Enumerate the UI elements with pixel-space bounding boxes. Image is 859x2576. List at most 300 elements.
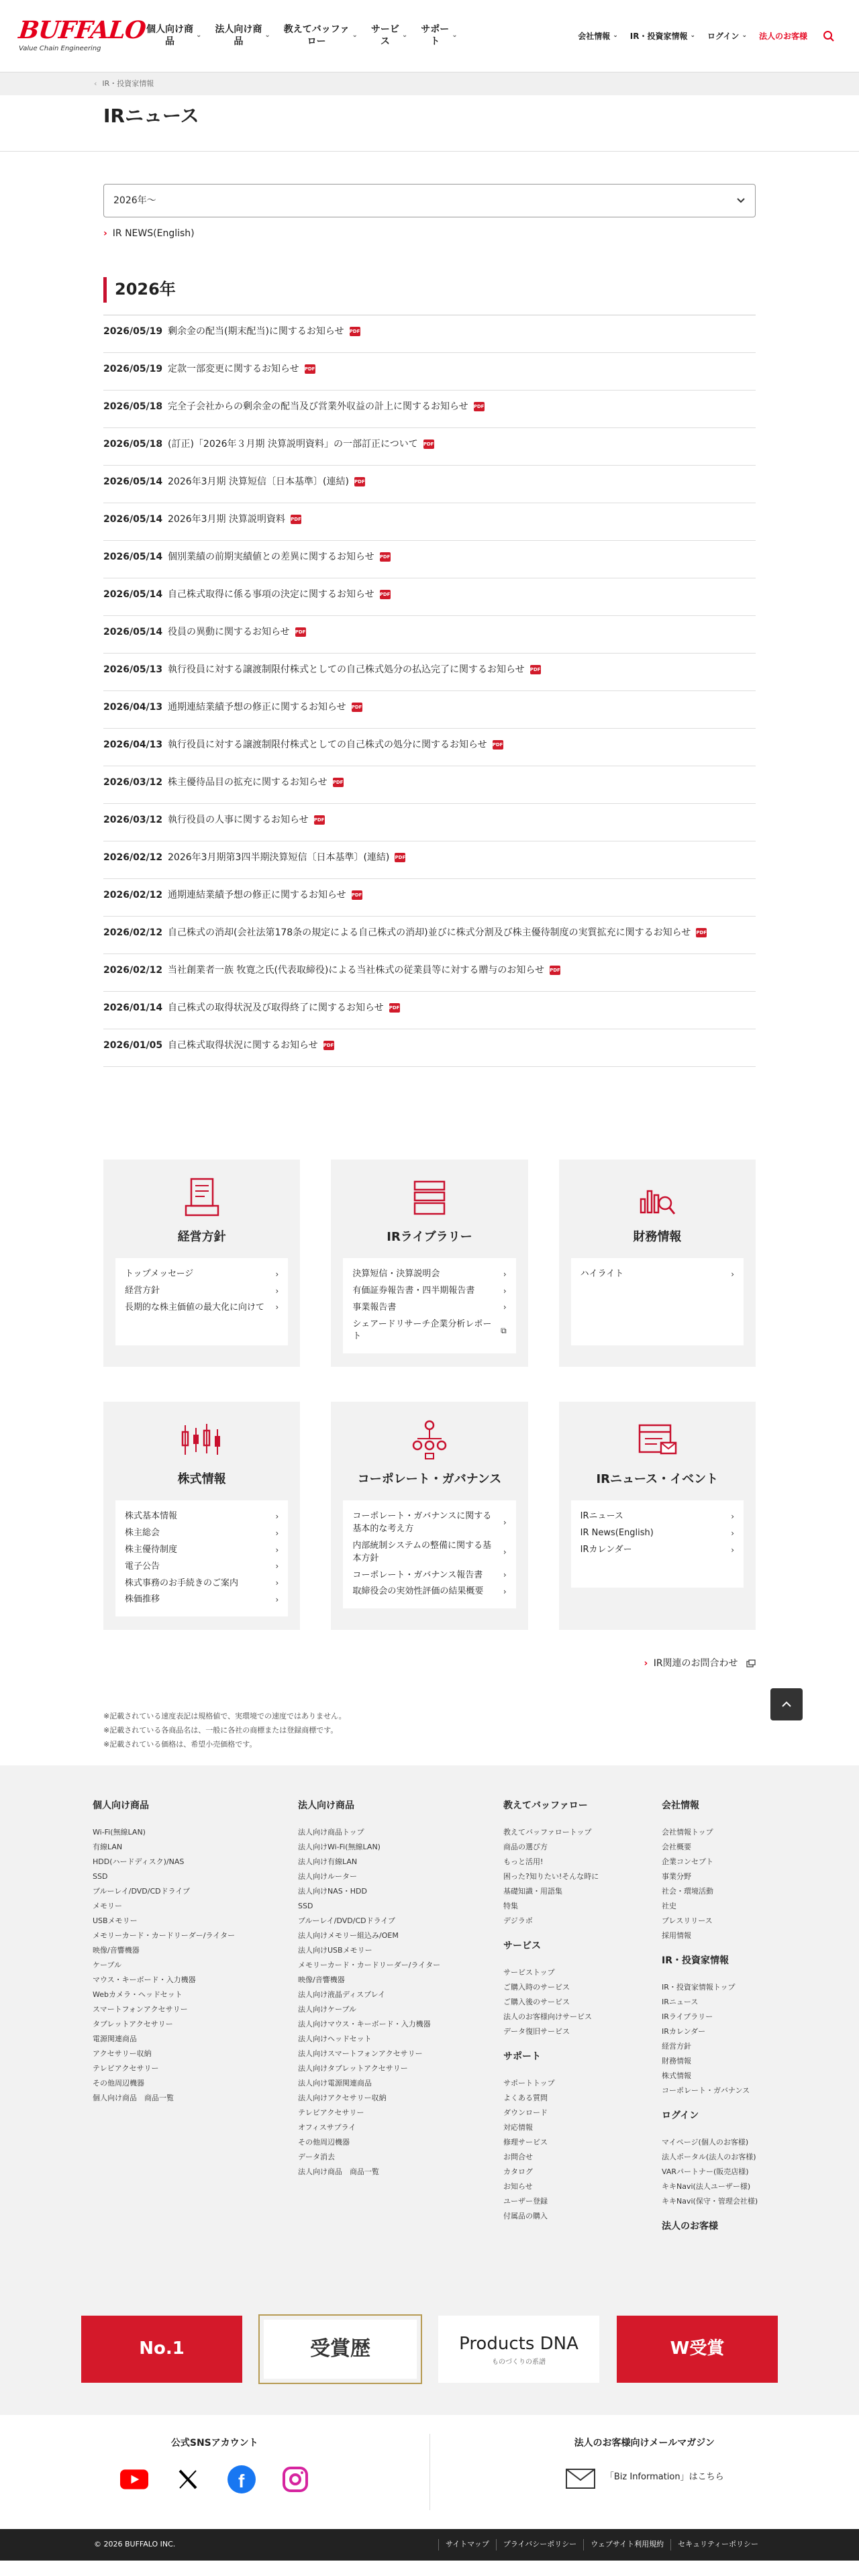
pdf-icon: PDF — [493, 740, 503, 750]
pdf-icon: PDF — [696, 928, 707, 937]
card-link-label: 取締役会の実効性評価の結果概要 — [352, 1586, 484, 1597]
chevron-right-icon: › — [503, 1302, 507, 1312]
news-item[interactable] — [103, 879, 756, 917]
news-title — [168, 513, 756, 527]
news-item[interactable] — [103, 804, 756, 841]
footer-link[interactable]: マウス・キーボード・入力機器 — [93, 1975, 196, 1984]
footer-link[interactable]: サービストップ — [503, 1967, 555, 1977]
card-link[interactable] — [125, 1542, 279, 1559]
sns-title: 公式SNSアカウント — [170, 2437, 258, 2449]
chevron-down-icon: ⌄ — [452, 32, 458, 40]
nav-business-products[interactable] — [208, 24, 276, 48]
footer-link[interactable]: 会社情報トップ — [662, 1827, 713, 1837]
card-link[interactable] — [125, 1525, 279, 1542]
footer-heading: 会社情報 — [662, 1800, 699, 1811]
footer-link[interactable]: メモリーカード・カードリーダー/ライター — [298, 1960, 441, 1969]
chevron-right-icon: › — [503, 1286, 507, 1296]
footer-link[interactable]: USBメモリー — [93, 1916, 138, 1925]
footer-link[interactable]: 経営方針 — [662, 2041, 691, 2051]
pdf-icon: PDF — [323, 1041, 334, 1050]
news-item[interactable] — [103, 541, 756, 578]
card-link[interactable] — [352, 1508, 506, 1538]
card-link[interactable] — [352, 1567, 506, 1584]
footer-link[interactable]: データ消去 — [298, 2152, 335, 2161]
card-link[interactable] — [125, 1283, 279, 1300]
news-title — [168, 701, 756, 715]
news-item[interactable] — [103, 654, 756, 691]
footer-link[interactable]: SSD — [298, 1901, 313, 1910]
governance-icon — [343, 1416, 515, 1463]
news-title — [168, 888, 756, 903]
footer-link[interactable]: 法人向けタブレットアクセサリー — [298, 2063, 408, 2073]
news-title-text: 当社創業者一族 牧寛之氏(代表取締役)による当社株式の従業員等に対する贈与のお知らせ — [168, 965, 544, 976]
news-date: 2026/05/18 — [103, 439, 163, 450]
footer-link[interactable]: HDD(ハードディスク)/NAS — [93, 1857, 185, 1866]
pdf-icon: PDF — [305, 364, 315, 374]
card-link-label: 経営方針 — [125, 1285, 160, 1296]
news-date: 2026/01/14 — [103, 1002, 163, 1013]
banner-sub: ものづくりの系譜 — [492, 2358, 546, 2366]
footer-link[interactable]: 映像/音響機器 — [298, 1975, 345, 1984]
footer-link[interactable]: 電源関連商品 — [93, 2034, 137, 2043]
card-link[interactable] — [352, 1538, 506, 1567]
news-title — [168, 1039, 756, 1053]
footer-link[interactable]: 個人向け商品 商品一覧 — [93, 2093, 174, 2102]
ir-menu-card — [559, 1402, 756, 1630]
nav-support[interactable] — [414, 24, 464, 48]
svg-text:f: f — [238, 2470, 245, 2491]
main-nav — [140, 24, 464, 48]
news-date: 2026/05/13 — [103, 664, 163, 675]
footer-link[interactable]: お知らせ — [503, 2181, 533, 2191]
news-title-text: 完全子会社からの剰余金の配当及び営業外収益の計上に関するお知らせ — [168, 401, 468, 412]
footer-link[interactable]: メモリーカード・カードリーダー/ライター — [93, 1930, 236, 1940]
footer-link[interactable]: 法人向けケーブル — [298, 2004, 357, 2014]
main-content — [103, 184, 756, 1671]
nav-oshiete-buffalo[interactable] — [277, 24, 364, 48]
footer-link[interactable]: 付属品の購入 — [503, 2211, 548, 2220]
card-link-label: トップメッセージ — [125, 1269, 194, 1279]
pdf-icon: PDF — [291, 515, 301, 524]
nav-personal-products[interactable] — [140, 24, 208, 48]
card-link-label: 内部統制システムの整備に関する基本方針 — [352, 1540, 492, 1563]
footer-link[interactable]: 社会・環境活動 — [662, 1886, 713, 1896]
news-title — [168, 738, 756, 752]
footer-link[interactable]: 困った?知りたい!そんな時に — [503, 1871, 599, 1881]
news-title-text: 通期連結業績予想の修正に関するお知らせ — [168, 702, 346, 713]
chevron-right-icon: › — [503, 1269, 507, 1279]
news-date: 2026/05/14 — [103, 476, 163, 487]
footer-column — [662, 1799, 836, 2246]
footer-link[interactable]: 修理サービス — [503, 2137, 548, 2147]
card-link[interactable] — [352, 1266, 506, 1283]
footer-link[interactable]: 法人向け商品トップ — [298, 1827, 364, 1837]
footer-link[interactable]: メモリー — [93, 1901, 122, 1910]
footer-link[interactable]: サポートトップ — [503, 2078, 555, 2088]
youtube-icon[interactable] — [120, 2465, 148, 2493]
card-links — [571, 1500, 744, 1588]
biz-information-link[interactable] — [565, 2465, 724, 2489]
card-link-label: コーポレート・ガバナンス報告書 — [352, 1569, 483, 1580]
card-link[interactable] — [580, 1266, 734, 1283]
notes-section — [0, 1710, 859, 1752]
footer-link[interactable]: その他周辺機器 — [298, 2137, 350, 2147]
footer-link[interactable]: 法人向けルーター — [298, 1871, 357, 1881]
nav-ir[interactable] — [624, 30, 701, 42]
news-item[interactable] — [103, 428, 756, 466]
news-item[interactable] — [103, 691, 756, 729]
chevron-down-icon: ⌄ — [742, 32, 747, 39]
footer-link[interactable]: 商品の選び方 — [503, 1842, 548, 1851]
card-link-label: 長期的な株主価値の最大化に向けて — [125, 1302, 265, 1312]
card-title: IRライブラリー — [387, 1230, 472, 1244]
nav-label: ログイン — [707, 31, 740, 41]
news-date: 2026/05/14 — [103, 552, 163, 562]
bottom-bar — [0, 2529, 859, 2561]
financial-icon — [571, 1174, 744, 1221]
footer-link[interactable]: 会社概要 — [662, 1842, 691, 1851]
footer-link[interactable]: お問合せ — [503, 2152, 533, 2161]
news-title — [168, 663, 756, 677]
card-link[interactable] — [580, 1525, 734, 1542]
footer-link[interactable]: IRライブラリー — [662, 2012, 713, 2021]
news-item[interactable] — [103, 315, 756, 353]
footer-link[interactable]: タブレットアクセサリー — [93, 2019, 173, 2028]
ir-menu-card — [331, 1402, 527, 1630]
card-link[interactable] — [125, 1300, 279, 1317]
news-date: 2026/04/13 — [103, 739, 163, 750]
news-title — [168, 964, 756, 978]
pdf-icon: PDF — [333, 778, 344, 787]
year-heading: 2026年 — [103, 277, 756, 303]
year-select[interactable] — [103, 184, 756, 217]
footer-link[interactable]: アクセサリー収納 — [93, 2049, 152, 2058]
footer-link[interactable]: キキNavi(法人ユーザー様) — [662, 2181, 751, 2191]
footer-link[interactable]: データ復旧サービス — [503, 2026, 570, 2036]
chevron-right-icon: › — [275, 1286, 279, 1296]
news-date: 2026/02/12 — [103, 927, 163, 938]
card-links — [343, 1500, 515, 1608]
double-award-banner[interactable]: W受賞 — [617, 2316, 778, 2383]
en-link-label: IR NEWS(English) — [112, 228, 195, 239]
chevron-up-icon — [781, 1701, 792, 1708]
news-item[interactable] — [103, 1029, 756, 1067]
news-date: 2026/05/19 — [103, 326, 163, 337]
footer-columns — [0, 1799, 859, 2246]
pdf-icon: PDF — [380, 552, 391, 562]
pdf-icon: PDF — [474, 402, 485, 411]
card-link-label: 株価推移 — [125, 1594, 160, 1605]
footer-link[interactable]: コーポレート・ガバナンス — [662, 2085, 750, 2095]
pdf-icon: PDF — [352, 890, 362, 900]
pdf-icon: PDF — [295, 627, 306, 637]
sns-accounts — [0, 2415, 430, 2529]
news-title — [168, 926, 756, 940]
mag-title: 法人のお客様向けメールマガジン — [574, 2437, 715, 2449]
footer-link[interactable]: 法人向けスマートフォンアクセサリー — [298, 2049, 423, 2058]
footer-link[interactable]: よくある質問 — [503, 2093, 548, 2102]
pdf-icon: PDF — [423, 440, 434, 449]
news-date: 2026/05/14 — [103, 514, 163, 525]
card-link[interactable] — [125, 1559, 279, 1576]
chevron-down-icon: ⌄ — [196, 32, 202, 40]
footer-link[interactable]: 法人向け液晶ディスプレイ — [298, 1990, 386, 1999]
card-link-label: 株式基本情報 — [125, 1511, 178, 1522]
news-date: 2026/05/19 — [103, 364, 163, 374]
chevron-right-icon: › — [103, 228, 107, 239]
news-title-text: 株主優待品目の拡充に関するお知らせ — [168, 777, 327, 788]
footer-link[interactable]: 対応情報 — [503, 2122, 533, 2132]
contact-label: IR関連のお問合わせ — [653, 1658, 738, 1669]
note: ※記載されている速度表記は規格値で、実環境での速度ではありません。 — [103, 1712, 346, 1721]
news-item[interactable] — [103, 766, 756, 804]
footer-link[interactable]: 企業コンセプト — [662, 1857, 713, 1866]
footer-link[interactable]: 法人向けヘッドセット — [298, 2034, 372, 2043]
card-link[interactable] — [125, 1508, 279, 1525]
nav-label: サポー ト — [421, 24, 450, 47]
external-window-icon — [746, 1659, 756, 1667]
footer-link[interactable]: 社史 — [662, 1901, 676, 1910]
footer-link[interactable]: 特集 — [503, 1901, 518, 1910]
facebook-icon[interactable] — [228, 2465, 256, 2493]
nav-label: 個人向け商 品 — [146, 24, 193, 47]
utility-nav — [572, 25, 840, 48]
card-link[interactable] — [580, 1508, 734, 1525]
footer-link[interactable]: その他周辺機器 — [93, 2078, 144, 2088]
mail-magazine — [430, 2415, 859, 2529]
footer-link[interactable]: 法人のお客様向けサービス — [503, 2012, 592, 2021]
awards-banner[interactable]: 受賞歴 — [260, 2316, 421, 2383]
footer-heading-corporate[interactable]: 法人のお客様 — [662, 2220, 718, 2232]
privacy-link[interactable]: プライバシーポリシー — [496, 2539, 583, 2551]
news-title-text: 自己株式の消却(会社法第178条の規定による自己株式の消却)並びに株式分割及び株主優待制度の実質拡充に関するお知らせ — [168, 927, 691, 938]
news-date: 2026/02/12 — [103, 852, 163, 863]
footer-link[interactable]: 法人向け商品 商品一覧 — [298, 2167, 379, 2176]
footer-link[interactable]: 法人ポータル(法人のお客様) — [662, 2152, 756, 2161]
nav-login[interactable] — [701, 30, 753, 42]
footer-link[interactable]: ご購入時のサービス — [503, 1982, 570, 1992]
card-link[interactable] — [352, 1283, 506, 1300]
notes — [0, 1710, 859, 1752]
footer-link[interactable]: 財務情報 — [662, 2056, 691, 2065]
footer-link[interactable]: 法人向けメモリー組込み/OEM — [298, 1930, 399, 1940]
footer-link[interactable]: 法人向けアクセサリー収納 — [298, 2093, 387, 2102]
news-title-text: 役員の異動に関するお知らせ — [168, 627, 290, 637]
nav-corporate[interactable]: 法人のお客様 — [758, 31, 807, 41]
footer-link[interactable]: スマートフォンアクセサリー — [93, 2004, 188, 2014]
news-title-text: 個別業績の前期実績値との差異に関するお知らせ — [168, 552, 374, 562]
card-link[interactable] — [125, 1576, 279, 1592]
footer-link[interactable]: Webカメラ・ヘッドセット — [93, 1990, 183, 1999]
buffalo-logo[interactable] — [17, 16, 147, 54]
card-link[interactable] — [352, 1300, 506, 1317]
news-title-text: 執行役員の人事に関するお知らせ — [168, 815, 309, 825]
footer-link[interactable]: ユーザー登録 — [503, 2196, 548, 2206]
chevron-down-icon: ⌄ — [264, 32, 270, 40]
nav-company[interactable] — [572, 30, 624, 42]
footer-link[interactable]: Wi-Fi(無線LAN) — [93, 1827, 146, 1837]
chevron-down-icon: ⌄ — [613, 32, 618, 39]
card-link-label: IRカレンダー — [580, 1544, 632, 1555]
breadcrumb-ir[interactable]: IR・投資家情報 — [102, 79, 154, 88]
x-icon[interactable] — [174, 2465, 202, 2493]
footer-link[interactable]: IR・投資家情報トップ — [662, 1982, 736, 1992]
news-item[interactable] — [103, 466, 756, 503]
logo-tagline: Value Chain Engineering — [19, 45, 101, 52]
footer-link[interactable]: 法人向け電源関連商品 — [298, 2078, 372, 2088]
chevron-right-icon: › — [731, 1528, 734, 1538]
search-icon[interactable] — [817, 25, 840, 48]
news-item[interactable] — [103, 729, 756, 766]
pdf-icon: PDF — [352, 703, 362, 712]
footer-link[interactable]: 基礎知識・用語集 — [503, 1886, 562, 1896]
footer-link[interactable]: カタログ — [503, 2167, 533, 2176]
products-dna-banner[interactable] — [438, 2316, 599, 2383]
footer-heading: サービス — [503, 1940, 541, 1951]
footer-link[interactable]: 株式情報 — [662, 2071, 691, 2080]
no1-banner[interactable]: No.1 — [81, 2316, 242, 2383]
footer-link[interactable]: 法人向けマウス・キーボード・入力機器 — [298, 2019, 431, 2028]
chevron-right-icon: › — [275, 1561, 279, 1572]
nav-services[interactable] — [364, 24, 414, 48]
card-link-label: ハイライト — [580, 1269, 624, 1279]
footer-column — [93, 1799, 298, 2246]
footer-link[interactable]: 事業分野 — [662, 1871, 691, 1881]
footer-link[interactable]: VARパートナー(販売店様) — [662, 2167, 749, 2176]
card-link[interactable] — [125, 1592, 279, 1608]
card-link-label: コーポレート・ガバナンスに関する基本的な考え方 — [352, 1511, 492, 1535]
footer-link[interactable]: ダウンロード — [503, 2108, 548, 2117]
footer-link[interactable]: 採用情報 — [662, 1930, 691, 1940]
news-item[interactable] — [103, 503, 756, 541]
news-item[interactable] — [103, 616, 756, 654]
footer-link[interactable]: マイページ(個人のお客様) — [662, 2137, 749, 2147]
news-event-icon — [571, 1416, 744, 1463]
news-date: 2026/05/14 — [103, 627, 163, 637]
ir-contact-link[interactable] — [103, 1657, 756, 1671]
library-icon — [343, 1174, 515, 1221]
card-link[interactable] — [352, 1584, 506, 1600]
footer-link[interactable]: 法人向けWi-Fi(無線LAN) — [298, 1842, 381, 1851]
stock-icon — [115, 1416, 288, 1463]
footer-link[interactable]: 法人向けNAS・HDD — [298, 1886, 367, 1896]
card-link-label: 事業報告書 — [352, 1302, 397, 1312]
chevron-right-icon: › — [275, 1511, 279, 1521]
card-link[interactable] — [125, 1266, 279, 1283]
terms-link[interactable]: ウェブサイト利用規約 — [583, 2539, 670, 2551]
news-title-text: 2026年3月期 決算短信〔日本基準〕(連結) — [168, 476, 349, 487]
chevron-right-icon: › — [503, 1587, 507, 1597]
card-title: コーポレート・ガバナンス — [357, 1472, 502, 1487]
news-item[interactable] — [103, 992, 756, 1029]
footer-column — [503, 1799, 662, 2246]
pdf-icon: PDF — [395, 853, 405, 862]
footer-link[interactable]: SSD — [93, 1871, 108, 1881]
chevron-right-icon: › — [731, 1545, 734, 1555]
chevron-left-icon: ‹ — [94, 79, 97, 88]
chevron-right-icon: › — [503, 1518, 507, 1528]
news-item[interactable] — [103, 391, 756, 428]
card-link[interactable] — [580, 1542, 734, 1559]
chevron-right-icon: › — [731, 1269, 734, 1279]
news-date: 2026/03/12 — [103, 815, 163, 825]
news-date: 2026/02/12 — [103, 890, 163, 900]
management-icon — [115, 1174, 288, 1221]
copyright: © 2026 BUFFALO INC. — [94, 2540, 176, 2549]
chevron-right-icon: › — [275, 1528, 279, 1538]
news-date: 2026/02/12 — [103, 965, 163, 976]
footer-link[interactable]: ブルーレイ/DVD/CDドライブ — [298, 1916, 395, 1925]
news-item[interactable] — [103, 578, 756, 616]
footer-link[interactable]: ブルーレイ/DVD/CDドライブ — [93, 1886, 190, 1896]
award-banners — [0, 2246, 859, 2415]
footer-link[interactable]: IRニュース — [662, 1997, 699, 2006]
card-link-label: 株主優待制度 — [125, 1544, 178, 1555]
pdf-icon: PDF — [350, 327, 360, 336]
footer-link[interactable]: 教えてバッファロートップ — [503, 1827, 592, 1837]
news-date: 2026/04/13 — [103, 702, 163, 713]
news-item[interactable] — [103, 917, 756, 954]
chevron-down-icon: ⌄ — [690, 32, 696, 39]
footer-link[interactable]: デジラボ — [503, 1916, 533, 1925]
footer-link[interactable]: もっと活用! — [503, 1857, 544, 1866]
chevron-right-icon: › — [275, 1269, 279, 1279]
chevron-right-icon: › — [644, 1658, 648, 1669]
instagram-icon[interactable] — [281, 2465, 309, 2493]
news-title-text: 自己株式の取得状況及び取得終了に関するお知らせ — [168, 1002, 384, 1013]
footer-link[interactable]: プレスリリース — [662, 1916, 713, 1925]
sitemap-link[interactable]: サイトマップ — [438, 2539, 496, 2551]
chevron-right-icon: › — [503, 1547, 507, 1557]
chevron-right-icon: › — [503, 1570, 507, 1580]
footer-link[interactable]: 法人向けUSBメモリー — [298, 1945, 372, 1955]
card-link[interactable] — [352, 1317, 506, 1346]
footer-link[interactable]: テレビアクセサリー — [298, 2108, 364, 2117]
news-title — [168, 400, 756, 414]
news-item[interactable] — [103, 954, 756, 992]
footer-link[interactable]: キキNavi(保守・管理会社様) — [662, 2196, 758, 2206]
card-title: 財務情報 — [633, 1230, 682, 1244]
footer-link[interactable]: テレビアクセサリー — [93, 2063, 159, 2073]
chevron-right-icon: › — [275, 1545, 279, 1555]
footer-link[interactable]: 映像/音響機器 — [93, 1945, 140, 1955]
footer-link[interactable]: オフィスサプライ — [298, 2122, 356, 2132]
news-item[interactable] — [103, 841, 756, 879]
security-link[interactable]: セキュリティーポリシー — [670, 2539, 765, 2551]
pdf-icon: PDF — [314, 815, 325, 825]
footer-link[interactable]: ケーブル — [93, 1960, 122, 1969]
nav-label: IR・投資家情報 — [629, 31, 688, 41]
card-links — [571, 1258, 744, 1345]
year-select-value: 2026年～ — [113, 195, 156, 206]
back-to-top-button[interactable] — [770, 1688, 803, 1720]
news-title — [168, 550, 756, 564]
card-link-label: IR News(English) — [580, 1528, 654, 1539]
pdf-icon: PDF — [530, 665, 541, 674]
footer-link[interactable]: 法人向け有線LAN — [298, 1857, 358, 1866]
footer-link[interactable]: 有線LAN — [93, 1842, 123, 1851]
ir-news-english-link[interactable] — [103, 227, 756, 241]
news-list — [103, 315, 756, 1067]
footer-link[interactable]: IRカレンダー — [662, 2026, 706, 2036]
news-item[interactable] — [103, 353, 756, 391]
logo-text: BUFFALO — [17, 16, 147, 44]
news-date: 2026/01/05 — [103, 1040, 163, 1051]
footer-link[interactable]: ご購入後のサービス — [503, 1997, 570, 2006]
news-title — [168, 625, 756, 639]
chevron-right-icon: › — [275, 1302, 279, 1312]
sns-section — [0, 2415, 859, 2529]
